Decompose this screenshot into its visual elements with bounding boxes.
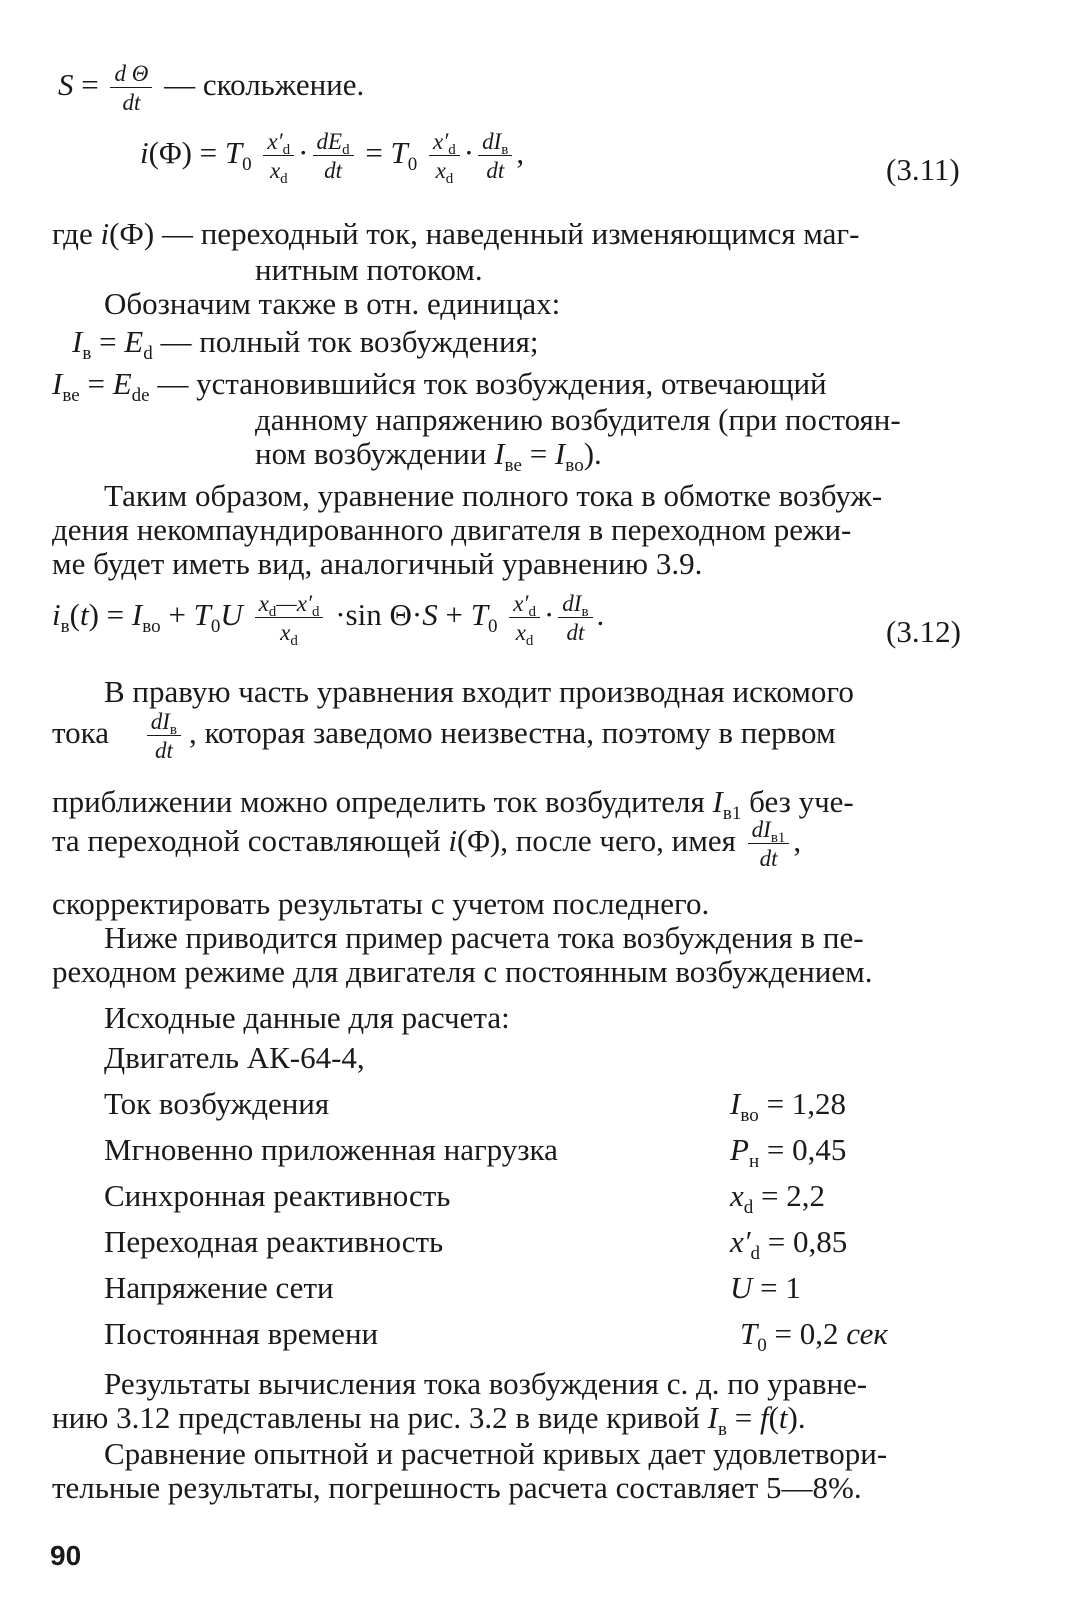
slip-word: — скольжение. <box>164 67 365 103</box>
para-3-line-2: реходном режиме для двигателя с постоянным возбуждением. <box>52 954 873 989</box>
param-label: Синхронная реактивность <box>104 1178 451 1213</box>
equation-3-12: $i_в(t) = I_{вo} + T_0U$ $\frac{x_d—x'_d}{x_d}$ ·sin $\Theta\cdot S + T_0$ $\frac{x'_d}{x_d}$ · $\frac{dI_в}{dt}$ . <box>52 591 605 649</box>
param-value: $x_d = 2,2$ <box>730 1178 825 1218</box>
equation-number-3-12: (3.12) <box>886 614 961 649</box>
param-label: Ток возбуждения <box>104 1086 330 1121</box>
para-2-line-2: тока $\frac{dI_в}{dt}$ , которая заведомо неизвестна, поэтому в первом <box>52 709 836 763</box>
steady-current-def-2: данному напряжению возбудителя (при постоян- <box>255 402 901 437</box>
para-4-line-1: Результаты вычисления тока возбуждения с. д. по уравне- <box>104 1366 868 1401</box>
slip-definition: S = $\frac{\text{d Θ}}{dt}$ — скольжение. <box>58 61 365 115</box>
param-label: Переходная реактивность <box>104 1224 444 1259</box>
param-value: $P_н = 0,45$ <box>730 1132 847 1172</box>
param-value: U = 1 <box>730 1270 801 1305</box>
engine-model: Двигатель АК-64-4, <box>104 1040 365 1075</box>
param-label: Постоянная времени <box>104 1316 379 1351</box>
also-relative-units: Обозначим также в отн. единицах: <box>104 286 561 321</box>
param-value: $T_0 = 0,2$ сек <box>740 1316 888 1356</box>
para-2-line-3: приближении можно определить ток возбудителя $I_{в1}$ без уче- <box>52 784 854 824</box>
where-description: — переходный ток, наведенный изменяющимся маг- <box>161 216 860 251</box>
input-data-header: Исходные данные для расчета: <box>104 1000 510 1035</box>
equation-number-3-11: (3.11) <box>886 152 960 187</box>
steady-current-def: $I_{вe} = E_{de}$ — установившийся ток возбуждения, отвечающий <box>52 366 827 406</box>
steady-current-def-3: ном возбуждении $I_{вe} = I_{вo}$). <box>255 436 602 476</box>
where-line: где i(Ф) — переходный ток, наведенный изменяющимся маг- <box>52 216 860 251</box>
page-number: 90 <box>50 1540 82 1571</box>
para-5-line-2: тельные результаты, погрешность расчета составляет 5—8%. <box>52 1470 862 1505</box>
param-label: Мгновенно приложенная нагрузка <box>104 1132 558 1167</box>
para-4-line-2: нию 3.12 представлены на рис. 3.2 в виде кривой $I_в = f(t)$. <box>52 1400 806 1440</box>
para-2-line-4: та переходной составляющей i(Φ), после чего, имея $\frac{dI_{в1}}{dt}$ , <box>52 817 802 871</box>
param-label: Напряжение сети <box>104 1270 334 1305</box>
para-1-line-1: Таким образом, уравнение полного тока в обмотке возбуж- <box>104 478 883 513</box>
param-value: $I_{вo} = 1,28$ <box>730 1086 847 1126</box>
para-1-line-2: дения некомпаундированного двигателя в переходном режи- <box>52 512 852 547</box>
para-3-line-1: Ниже приводится пример расчета тока возбуждения в пе- <box>104 920 864 955</box>
para-1-line-3: ме будет иметь вид, аналогичный уравнению 3.9. <box>52 546 703 581</box>
param-value: $x'_d = 0,85$ <box>730 1224 848 1264</box>
where-line-2: нитным потоком. <box>255 252 483 287</box>
para-2-line-5: скорректировать результаты с учетом последнего. <box>52 886 710 921</box>
para-2-line-1: В правую часть уравнения входит производная искомого <box>104 674 854 709</box>
equation-3-11: $i(\Phi) = T_0$ $\frac{x'_d}{x_d}$ · $\frac{dE_d}{dt}$ = $T_0$ $\frac{x'_d}{x_d}$ · $\frac{dI_в}{dt}$ , <box>140 129 525 187</box>
full-current-def: $I_в = E_d$ — полный ток возбуждения; <box>72 324 539 364</box>
para-5-line-1: Сравнение опытной и расчетной кривых дает удовлетвори- <box>104 1436 888 1471</box>
